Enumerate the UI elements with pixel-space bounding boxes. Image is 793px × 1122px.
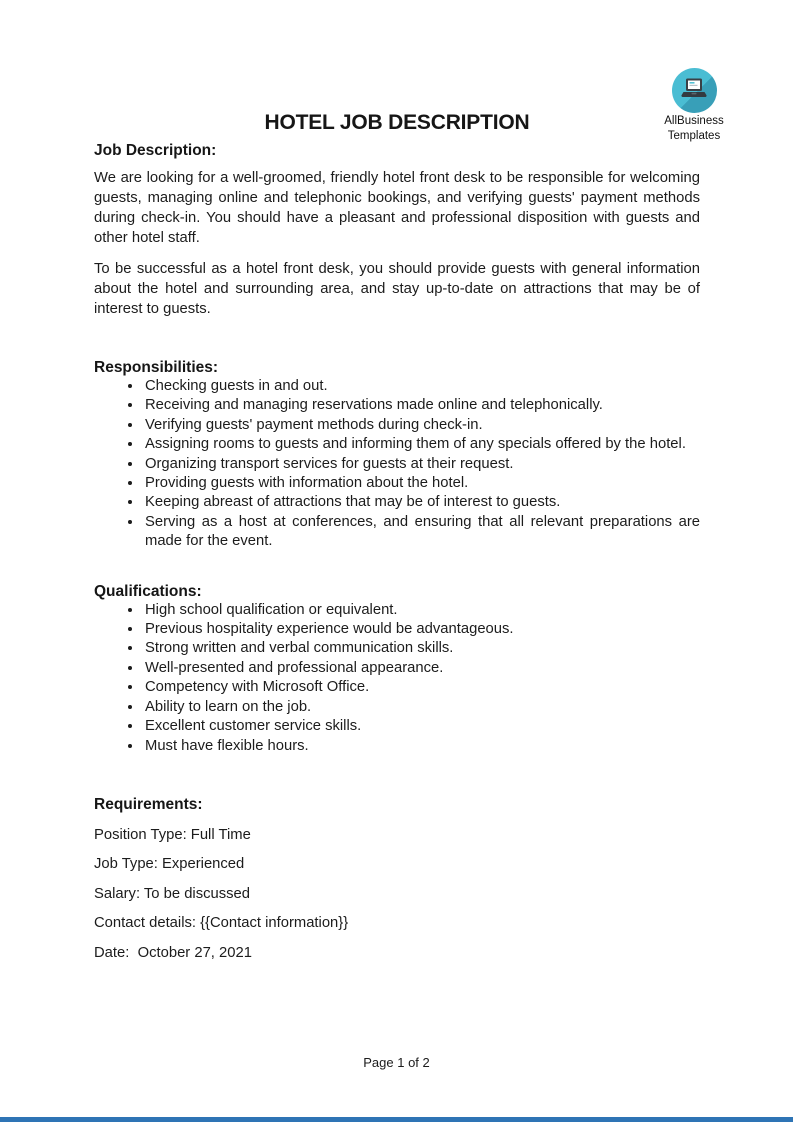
qualifications-heading: Qualifications: (94, 582, 202, 600)
requirement-position-type: Position Type: Full Time (94, 826, 251, 843)
list-item: • Assigning rooms to guests and informing them of any specials offered by the hotel. (143, 435, 700, 454)
requirements-heading: Requirements: (94, 795, 203, 813)
list-item: • Checking guests in and out. (143, 377, 700, 396)
logo-text-line1: AllBusiness (664, 115, 724, 127)
list-item: • High school qualification or equivalent. (143, 601, 700, 620)
requirement-job-type: Job Type: Experienced (94, 856, 245, 873)
list-item: • Providing guests with information about the hotel. (143, 474, 700, 493)
requirement-salary: Salary: To be discussed (94, 885, 251, 902)
list-item: • Ability to learn on the job. (143, 698, 700, 717)
document-content (94, 0, 700, 962)
list-item: • Verifying guests' payment methods during check-in. (143, 416, 700, 435)
list-item: • Previous hospitality experience would be advantageous. (143, 620, 700, 639)
list-item: • Keeping abreast of attractions that may be of interest to guests. (143, 493, 700, 512)
job-description-heading: Job Description: (94, 142, 217, 159)
responsibilities-list (94, 377, 700, 552)
requirement-contact-details: Contact details: {{Contact information}} (94, 915, 349, 932)
requirement-date: Date: October 27, 2021 (94, 944, 252, 961)
logo-text-line2: Templates (667, 129, 721, 142)
list-item: • Well-presented and professional appearance. (143, 659, 700, 678)
job-description-paragraph-1: We are looking for a well-groomed, friendly hotel front desk to be responsible for welcoming guests, managing online and telephonic bookings, and verifying guests' payment methods during check-in. You should have a pleasant and professional disposition with guests and other hotel staff. (94, 170, 700, 246)
list-item: • Excellent customer service skills. (143, 717, 700, 736)
qualifications-list (94, 601, 700, 756)
list-item: • Must have flexible hours. (143, 737, 700, 756)
page-title: HOTEL JOB DESCRIPTION (264, 111, 530, 134)
responsibilities-heading: Responsibilities: (94, 359, 219, 376)
job-description-paragraph-2: To be successful as a hotel front desk, you should provide guests with general information about the hotel and surrounding area, and stay up-to-date on attractions that may be of interest to guests. (94, 261, 700, 317)
list-item: • Organizing transport services for guests at their request. (143, 455, 700, 474)
page-number: Page 1 of 2 (363, 1055, 430, 1070)
list-item: • Strong written and verbal communication skills. (143, 639, 700, 658)
footer-accent-bar (0, 1117, 793, 1122)
list-item: • Competency with Microsoft Office. (143, 678, 700, 697)
list-item: • Receiving and managing reservations made online and telephonically. (143, 396, 700, 415)
list-item: • Serving as a host at conferences, and ensuring that all relevant preparations are made for the event. (143, 513, 700, 552)
